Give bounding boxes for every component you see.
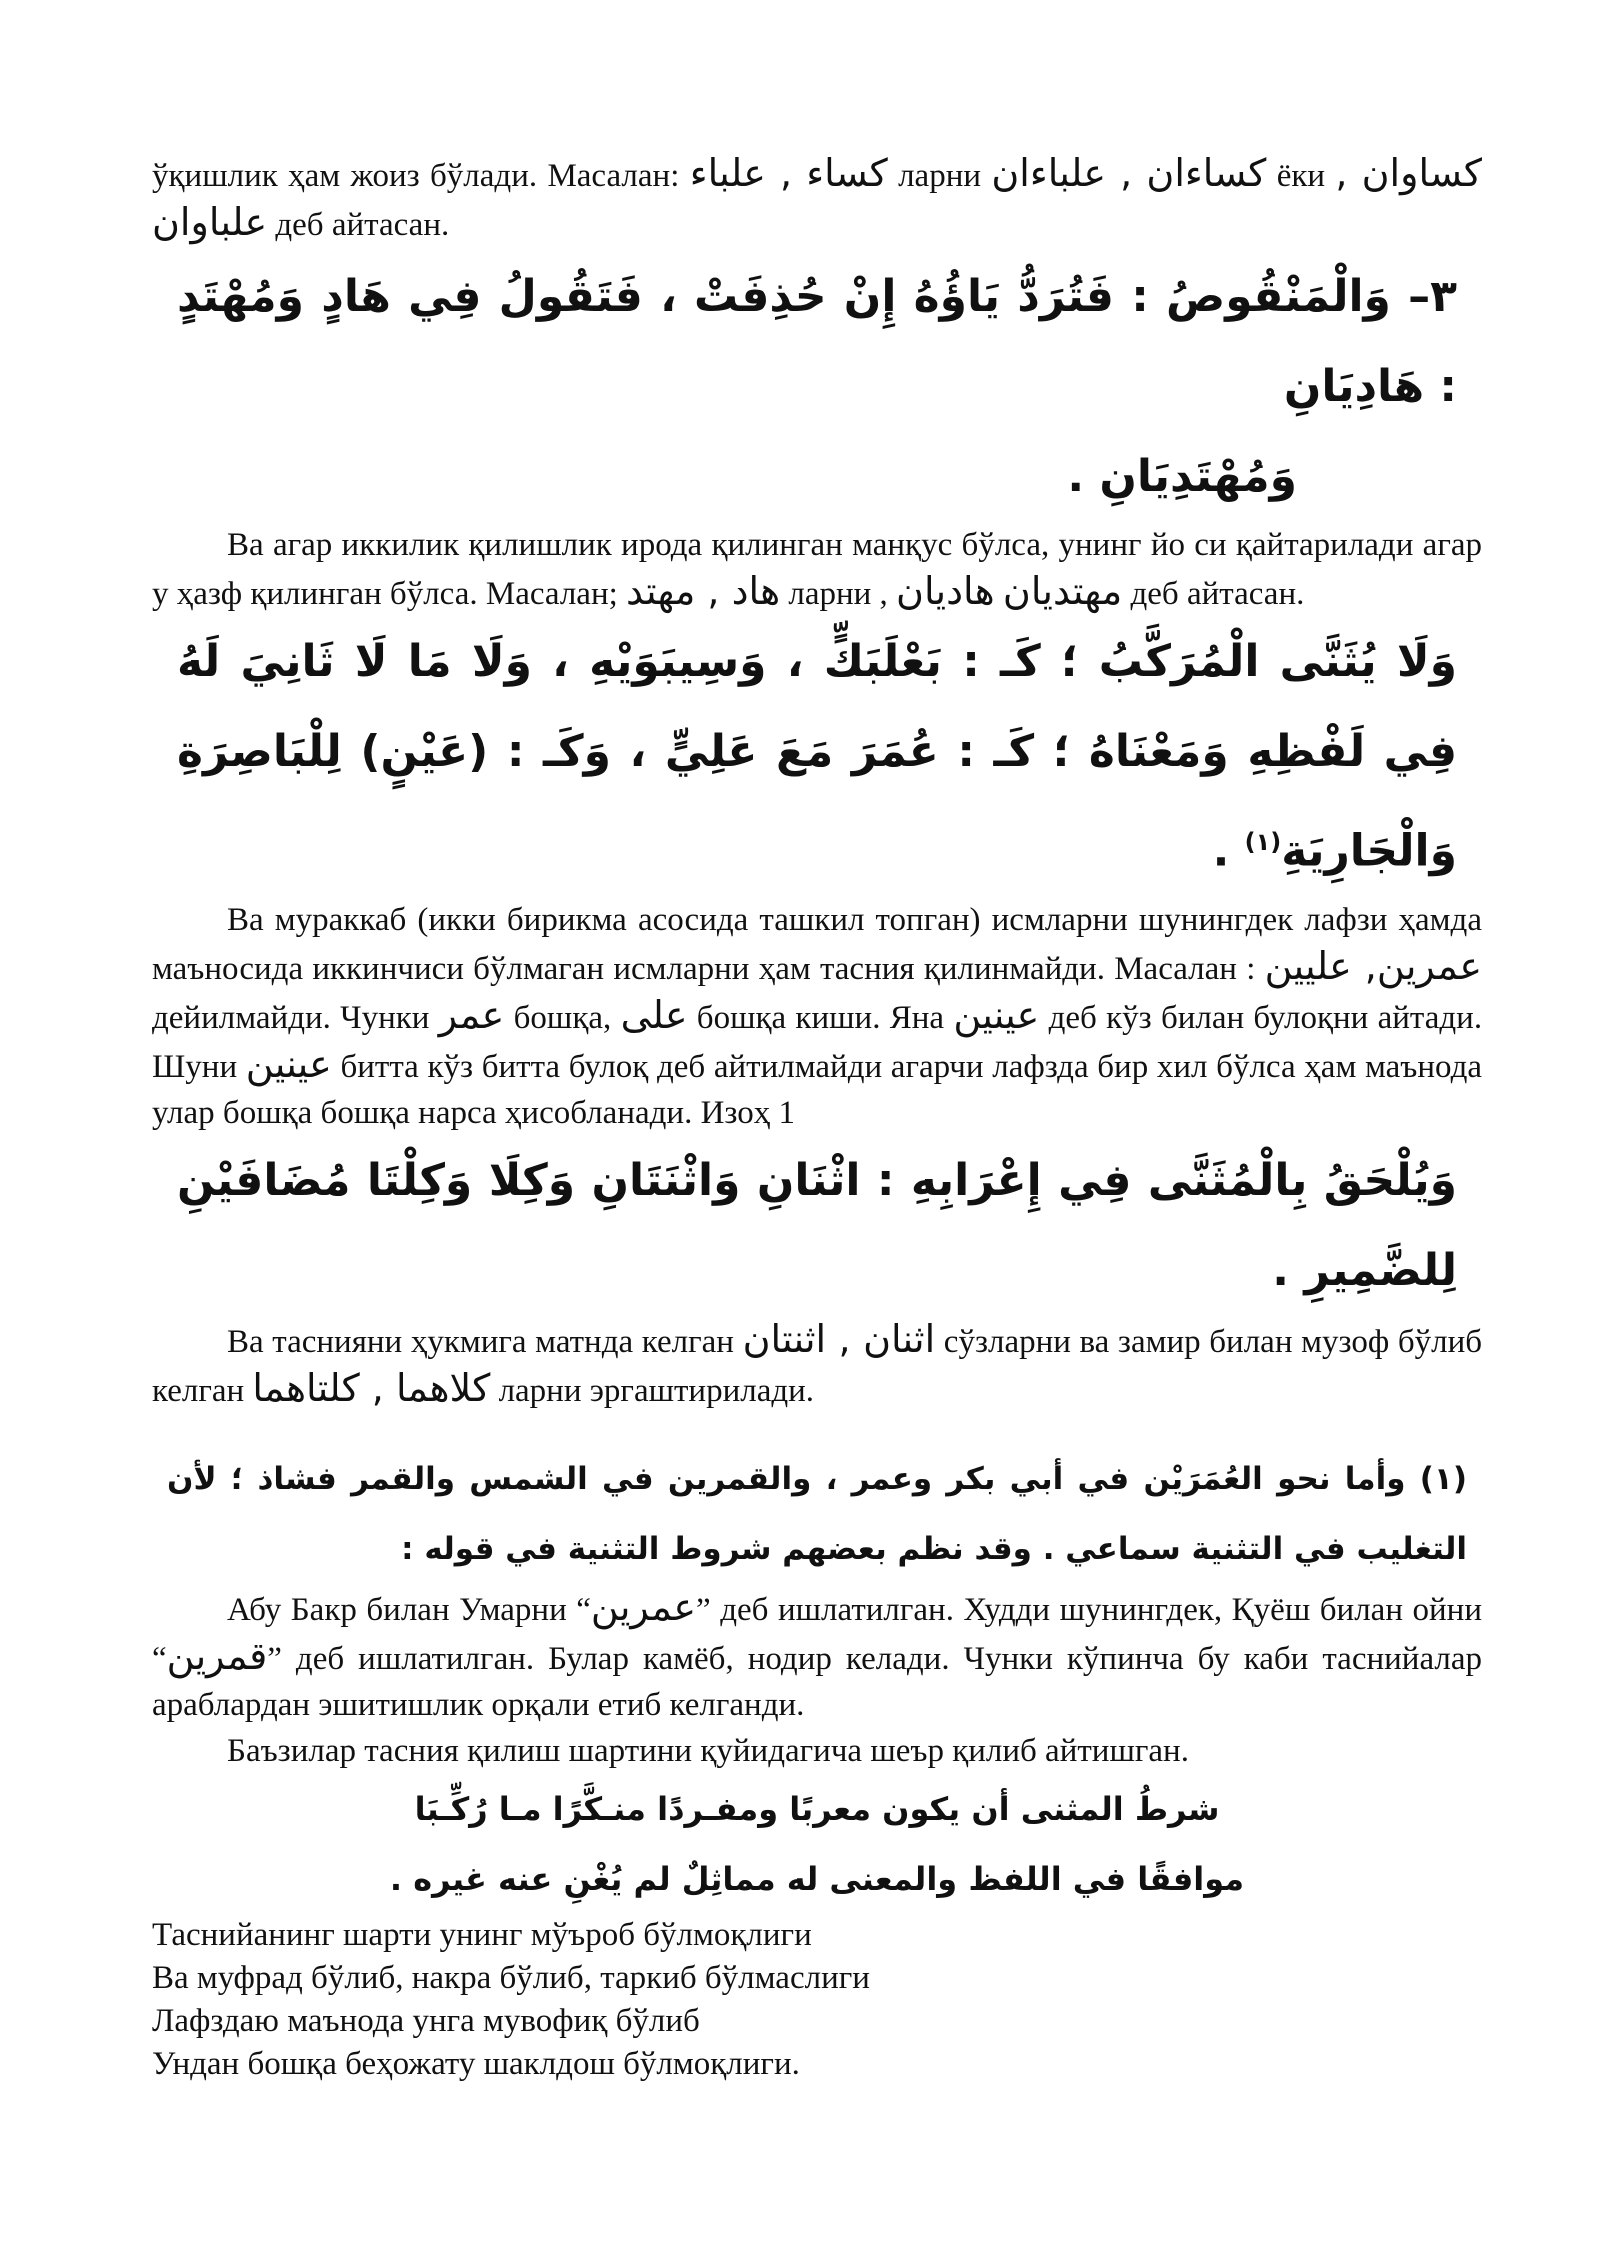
arabic-word: هاد , مهتد (626, 569, 781, 613)
text: деб айтасан. (275, 207, 450, 243)
text: Ва таснияни ҳукмига матнда келган (227, 1323, 734, 1360)
text: ” деб ишлатилган. Булар камёб, нодир келади. Чунки кўпинча бу каби таснийалар араблардан эшитишлик орқали етиб келганди. (152, 1640, 1482, 1723)
poem-line: شرطُ المثنى أن يكون معربًا ومفـردًا منـكَّرًا مـا رُكِّـبَا (414, 1789, 1220, 1828)
verse-line: وَمُهْتَدِيَانِ . (1067, 451, 1297, 502)
arabic-word: كلاهما , كلتاهما (252, 1365, 491, 1410)
arabic-footnote (152, 1444, 1482, 1584)
text: ўқишлик ҳам жоиз бўлади. Масалан: (152, 158, 680, 194)
document-page (152, 150, 1482, 2086)
footnote-text: (١) وأما نحو العُمَرَيْن في أبي بكر وعمر ، والقمرين في الشمس والقمر فشاذ ؛ لأن التغليب في التثنية سماعي . وقد نظم بعضهم شروط التثنية في قوله : (167, 1460, 1467, 1567)
arabic-verse-1 (152, 252, 1482, 522)
arabic-word: عمرين, عليين (1264, 943, 1483, 988)
footnote-mark: (١) (1244, 828, 1282, 856)
arabic-word: عينين (245, 1041, 332, 1086)
arabic-word: كساءان , علباءان (991, 151, 1267, 195)
arabic-word: عمر (438, 992, 505, 1037)
arabic-word: اثنان , اثنتان (742, 1316, 936, 1361)
text: сўзларни ва замир билан музоф бўлиб келган (152, 1323, 1483, 1409)
uzbek-poem (152, 1914, 1482, 2086)
text: Ва мураккаб (икки бирикма асосида ташкил топган) исмларни шунингдек лафзи ҳамда маъносида иккинчиси бўлмаган исмларни ҳам тасния қилинмайди. Масалан : (152, 901, 1482, 987)
text: бошқа, (513, 999, 612, 1036)
arabic-word: مهتديان (1002, 569, 1123, 613)
paragraph-3 (152, 897, 1482, 1136)
arabic-word: هاديان (896, 569, 995, 613)
arabic-word: على (620, 992, 688, 1037)
text: ларни эргаштирилади. (498, 1372, 815, 1409)
poem-line: Ундан бошқа беҳожату шаклдош бўлмоқлиги. (152, 2045, 800, 2082)
verse-text: وَلَا يُثَنَّى الْمُرَكَّبُ ؛ كَـ : بَعْلَبَكٍّ ، وَسِيبَوَيْهِ ، وَلَا مَا لَا ثَانِيَ لَهُ فِي لَفْظِهِ وَمَعْنَاهُ ؛ كَـ : عُمَرَ مَعَ عَلِيٍّ ، وَكَـ : (عَيْنٍ) لِلْبَاصِرَةِ وَالْجَارِيَةِ (177, 636, 1457, 877)
arabic-verse-3 (152, 1136, 1482, 1316)
text: бошқа киши. Яна (696, 999, 945, 1036)
paragraph-5 (152, 1584, 1482, 1728)
poem-line: Лафздаю маънода унга мувофиқ бўлиб (152, 2002, 700, 2039)
verse-end: . (1212, 825, 1245, 877)
text: ” деб ишлатилган. Худди шунингдек, Қуёш билан ойни “ (152, 1591, 1483, 1677)
arabic-word: عينين (953, 992, 1040, 1037)
text: ларни (898, 158, 982, 194)
text: деб айтасан. (1130, 576, 1305, 612)
arabic-word: قمرين (166, 1633, 268, 1678)
arabic-word: عمرين (590, 1584, 697, 1629)
verse-line: ٣– وَالْمَنْقُوصُ : فَتُرَدُّ يَاؤُهُ إِنْ حُذِفَتْ ، فَتَقُولُ فِي هَادٍ وَمُهْتَدٍ : هَادِيَانِ (177, 271, 1457, 412)
poem-line: Ва муфрад бўлиб, накра бўлиб, таркиб бўлмаслиги (152, 1959, 870, 1996)
paragraph-4 (152, 1316, 1482, 1414)
poem-line: Таснийанинг шарти унинг мўъроб бўлмоқлиги (152, 1916, 812, 1953)
paragraph-2 (152, 522, 1482, 617)
arabic-word: كساء , علباء (689, 151, 888, 195)
poem-line: موافقًا في اللفظ والمعنى له مماثِلٌ لم يُغْنِ عنه غيره . (389, 1859, 1245, 1898)
arabic-word: كساوان , علباوان (152, 151, 1483, 244)
text: битта кўз битта булоқ деб айтилмайди агарчи лафзда бир хил бўлса ҳам маънода улар бошқа бошқа нарса ҳисобланади. Изоҳ 1 (152, 1048, 1483, 1131)
text: ларни , (788, 576, 888, 612)
text: дейилмайди. Чунки (152, 999, 430, 1036)
verse-line: وَيُلْحَقُ بِالْمُثَنَّى فِي إِعْرَابِهِ : اثْنَانِ وَاثْنَتَانِ وَكِلَا وَكِلْتَا مُضَافَيْنِ لِلضَّمِيرِ . (177, 1154, 1457, 1296)
paragraph-1 (152, 150, 1482, 248)
text: деб кўз билан булоқни айтади. Шуни (152, 999, 1483, 1085)
arabic-verse-2 (152, 617, 1482, 897)
text: ёки (1276, 158, 1326, 194)
text: Ва агар иккилик қилишлик ирода қилинган манқус бўлса, унинг йо си қайтарилади агар у ҳазф қилинган бўлса. Масалан; (152, 527, 1482, 612)
arabic-poem (152, 1774, 1482, 1914)
paragraph-6 (152, 1728, 1482, 1774)
text: Абу Бакр билан Умарни “ (227, 1591, 591, 1628)
text: Баъзилар тасния қилиш шартини қуйидагича шеър қилиб айтишган. (227, 1732, 1189, 1769)
